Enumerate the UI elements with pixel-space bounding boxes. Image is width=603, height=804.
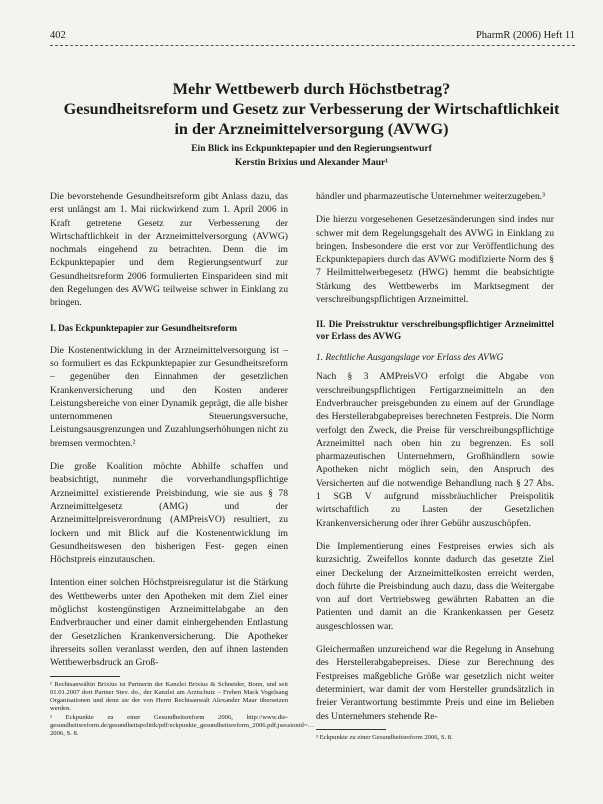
body-paragraph: Die große Koalition möchte Abhilfe schaffen und beabsichtigt, nunmehr die vorverhandlungspflichtige Arzneimittel existierende Preisbindung, wie sie aus § 78 Arzneimittelgesetz (AMG) und der Arzneimittelpreisverordnung (AMPreisVO) resultiert, zu lockern und mit Blick auf die Kostenentwicklung im Gesundheitswesen den bisherigen Fest- gegen einen Höchstpreis einzutauschen. xyxy=(50,461,288,566)
right-column xyxy=(316,190,554,742)
body-paragraph: Nach § 3 AMPreisVO erfolgt die Abgabe von verschreibungspflichtigen Fertigarzneimitteln an den Endverbraucher preisgebunden zu einem auf der Grundlage des Herstellerabgabepreises berechneten Festpreis. Die Norm verfolgt den Zweck, die Preise für verschreibungspflichtige Arzneimittel nach oben hin zu begrenzen. Es soll pharmazeutischen Unternehmern, Großhändlern sowie Apotheken nicht möglich sein, den Anspruch des Versicherten auf die notwendige Behandlung nach § 27 Abs. 1 SGB V aufgrund missbräuchlicher Preispolitik wirtschaftlich zu Lasten der Gesetzlichen Krankenversicherung oder ihrer Gebühr auszuschöpfen. xyxy=(316,371,554,529)
footnote-rule xyxy=(50,676,120,677)
footnotes-left xyxy=(50,680,315,739)
article-authors: Kerstin Brixius und Alexander Maur¹ xyxy=(234,158,389,168)
body-paragraph: Gleichermaßen unzureichend war die Regelung in Ansehung des Herstellerabgabepreises. Diese zur Berechnung des Festpreises maßgebliche Größe war gesetzlich nicht weiter determiniert, war damit der vom Hersteller grundsätzlich in freier Verantwortung bestimmte Preis und eine im Belieben des Unternehmers stehende Re- xyxy=(316,644,554,722)
body-paragraph: Die hierzu vorgesehenen Gesetzesänderungen sind indes nur schwer mit dem Regelungsgehalt des AVWG in Einklang zu bringen. Insbesondere die erst vor zur Veröffentlichung des Eckpunktepapiers durch das AVWG modifizierte Norm des § 7 Heilmittelwerbegesetz (HWG) hemmt die beabsichtigte Stärkung des Wettbewerbs im Marktsegment der verschreibungspflichtigen Arzneimittel. xyxy=(316,214,554,306)
body-paragraph: Die Kostenentwicklung in der Arzneimittelversorgung ist – so formuliert es das Eckpunktepapier zur Gesundheitsreform – gegenüber den Einnahmen der gesetzlichen Krankenversicherung und den Kosten anderer Leistungsbereiche von einer Dynamik geprägt, die alle bisher unternommenen Steuerungsversuche, Leistungsausgrenzungen und Zuzahlungserhöhungen nicht zu bremsen vermochten.² xyxy=(50,344,288,449)
body-paragraph: händler und pharmazeutische Unternehmer weiterzugeben.³ xyxy=(316,191,546,202)
body-paragraph: Intention einer solchen Höchstpreisregulatur ist die Stärkung des Wettbewerbs unter den Apotheken mit dem Ziel einer möglichst kostengünstigen Arzneimittelabgabe an den Endverbraucher und einer damit einhergehenden Entlastung der Gesetzlichen Krankenversicherung. Die Apotheker ihrerseits sollen veranlasst werden, den auf ihnen lastenden Wettbewerbsdruck an Groß- xyxy=(50,577,288,669)
article-title: Mehr Wettbewerb durch Höchstbetrag? xyxy=(172,80,451,98)
footnote-2: ² Eckpunkte zu einer Gesundheitsreform 2006, http://www.die-gesundheitsreform.de/gesundheitspolitik/pdf/eckpunkte_gesundheitsreform_2006.pdf;jsessionid=…2006, S. 8. xyxy=(50,713,315,738)
article-tagline: Ein Blick ins Eckpunktepapier und den Regierungsentwurf xyxy=(191,144,432,154)
header-rule xyxy=(50,45,575,46)
footnote-3: ³ Eckpunkte zu einer Gesundheitsreform 2006, S. 8. xyxy=(316,733,453,741)
intro-paragraph: Die bevorstehende Gesundheitsreform gibt Anlass dazu, das erst unlängst am 1. Mai rückwirkend zum 1. April 2006 in Kraft getretene Gesetz zur Verbesserung der Wirtschaftlichkeit in der Arzneimittelversorgung (AVWG) nochmals eingehend zu betrachten. Denn die im Eckpunktepapier und dem Regierungsentwurf zur Gesundheitsreform 2006 formulierten Einsparideen sind mit den Regelungen des AVWG teilweise schwer in Einklang zu bringen. xyxy=(50,191,288,309)
title-block xyxy=(40,79,583,171)
footnote-1: ¹ Rechtsanwältin Brixius ist Partnerin der Kanzlei Brixius & Schneider, Bonn, und seit 01.01.2007 dort Partner Stev. do., der Kanzlei am Arztschutz – Frehen Mack Vogelsang Organisationen und denn sie der von Herrn Rechtsanwalt Alexander Maur übersetzen werden. xyxy=(50,680,288,713)
section-heading-1: I. Das Eckpunktepapier zur Gesundheitsreform xyxy=(50,322,238,333)
body-paragraph: Die Implementierung eines Festpreises erwies sich als kurzsichtig. Zweifellos konnte dadurch das gesetzte Ziel einer Deckelung der Arzneimittelkosten erreicht werden, doch führte die Preisbindung auch dazu, dass die Weitergabe von auf dort Vertriebsweg gewährten Rabatten an die Patienten und damit an die Krankenkassen per Gesetz ausgeschlossen war. xyxy=(316,540,554,632)
footnotes-right xyxy=(316,734,554,742)
section-heading-2: II. Die Preisstruktur verschreibungspflichtiger Arzneimittel vor Erlass des AVWG xyxy=(316,319,554,342)
footnote-rule xyxy=(316,729,386,730)
page-number: 402 xyxy=(50,30,66,41)
journal-reference: PharmR (2006) Heft 11 xyxy=(475,30,575,41)
running-header xyxy=(50,30,575,46)
article-subtitle-line1: Gesundheitsreform und Gesetz zur Verbesserung der Wirtschaftlichkeit xyxy=(63,100,560,118)
subsection-heading-1: 1. Rechtliche Ausgangslage vor Erlass des AVWG xyxy=(316,353,504,364)
article-subtitle-line2: in der Arzneimittelversorgung (AVWG) xyxy=(174,120,449,138)
left-column xyxy=(50,190,315,739)
